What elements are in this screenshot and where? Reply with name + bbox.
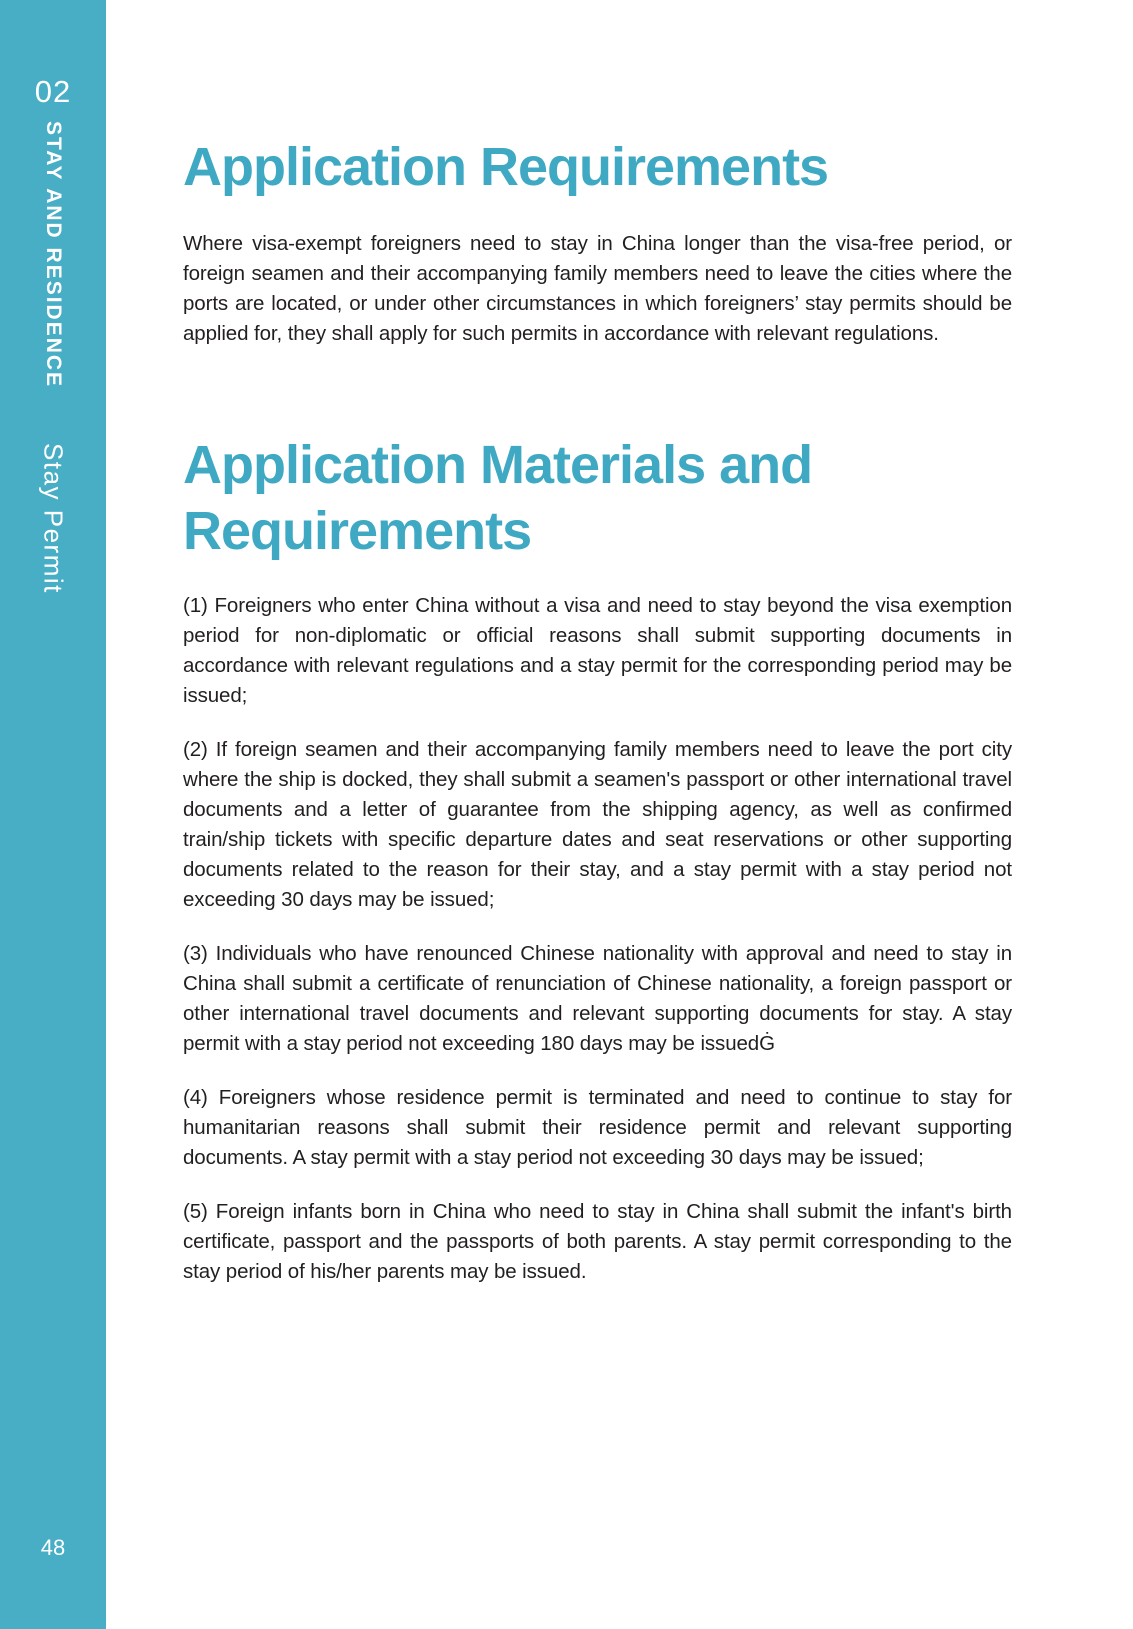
paragraph-item-4: (4) Foreigners whose residence permit is terminated and need to continue to stay for humanitarian reasons shall submit their residence permit and relevant supporting documents. A stay permit with a stay period not exceeding 30 days may be issued; — [183, 1085, 1012, 1169]
chapter-number: 02 — [34, 74, 72, 109]
section-title-vertical: Stay Permit — [38, 443, 69, 594]
paragraph-item-3: (3) Individuals who have renounced Chinese nationality with approval and need to stay in China shall submit a certificate of renunciation of Chinese nationality, a foreign passport or other international travel documents and relevant supporting documents for stay. A stay permit with a stay period not exceeding 180 days may be issuedĠ — [183, 941, 1012, 1055]
intro-paragraph: Where visa-exempt foreigners need to stay in China longer than the visa-free period, or foreign seamen and their accompanying family members need to leave the cities where the ports are located, or under other circumstances in which foreigners’ stay permits should be applied for, they shall apply for such permits in accordance with relevant regulations. — [183, 231, 1012, 345]
paragraph-item-2: (2) If foreign seamen and their accompanying family members need to leave the port city where the ship is docked, they shall submit a seamen's passport or other international travel documents and a letter of guarantee from the shipping agency, as well as confirmed train/ship tickets with specific departure dates and seat reservations or other supporting documents related to the reason for their stay, and a stay permit with a stay period not exceeding 30 days may be issued; — [183, 737, 1012, 911]
chapter-title-vertical: STAY AND RESIDENCE — [42, 121, 65, 389]
chapter-sidebar — [0, 0, 106, 1629]
heading-application-requirements: Application Requirements — [183, 137, 829, 197]
paragraph-item-5: (5) Foreign infants born in China who need to stay in China shall submit the infant's birth certificate, passport and the passports of both parents. A stay permit corresponding to the stay period of his/her parents may be issued. — [183, 1199, 1012, 1283]
main-content — [183, 0, 1012, 1287]
paragraph-item-1: (1) Foreigners who enter China without a visa and need to stay beyond the visa exemption period for non-diplomatic or official reasons shall submit supporting documents in accordance with relevant regulations and a stay permit for the corresponding period may be issued; — [183, 593, 1012, 707]
heading-application-materials-and-requirements: Application Materials and Requirements — [183, 434, 813, 561]
page-number: 48 — [40, 1535, 66, 1560]
